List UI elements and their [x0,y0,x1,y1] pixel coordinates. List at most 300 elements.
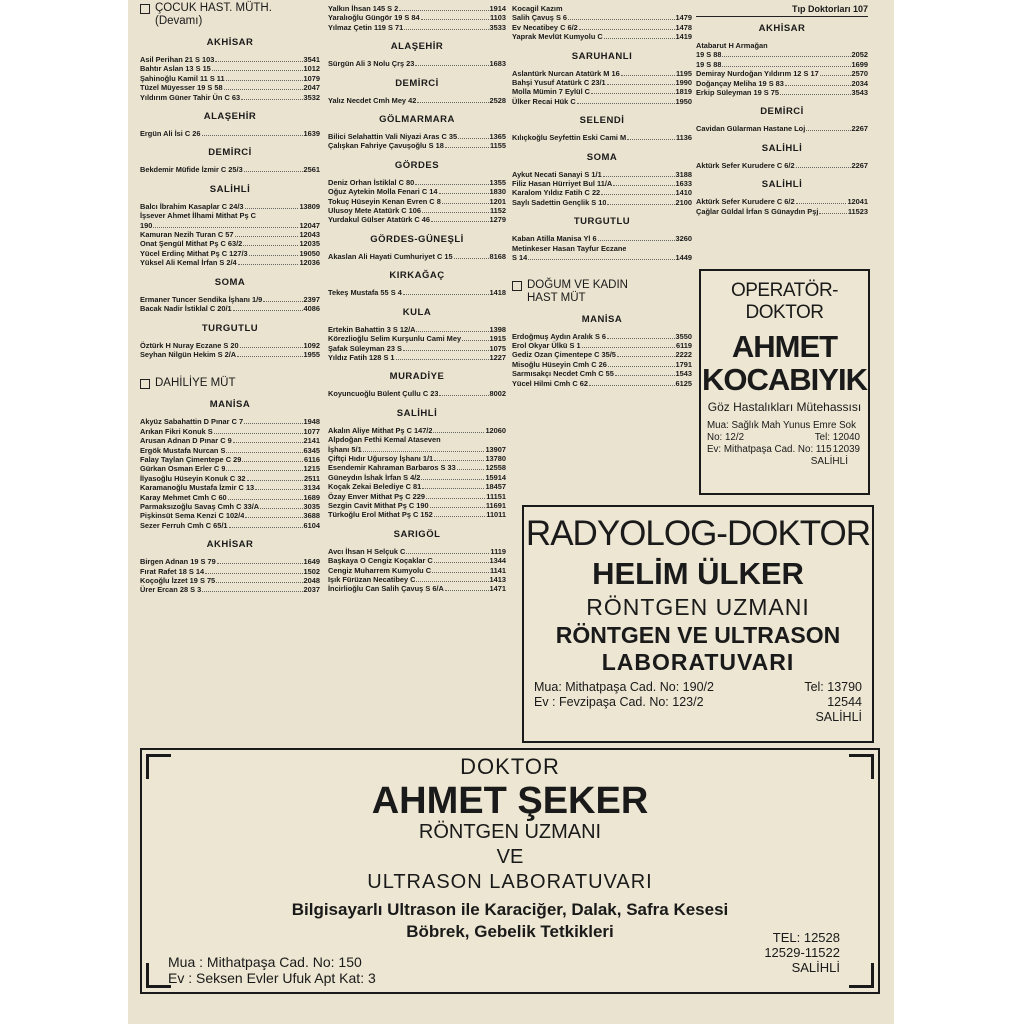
directory-entry [328,445,506,454]
section-title: ÇOCUK HAST. MÜTH. [155,2,272,14]
entry-list [512,69,692,107]
dot-leader [591,93,675,94]
directory-entry [512,170,692,179]
section-title-2: HAST MÜT [527,291,586,304]
entry-name: Ertekin Bahattin 3 S 12/A [328,324,416,334]
entry-list [512,133,692,142]
directory-entry [512,379,692,388]
entry-phone: 1830 [489,187,506,197]
directory-entry [140,74,320,83]
directory-entry [140,64,320,73]
entry-phone: 2034 [851,78,868,88]
dot-leader [416,581,488,582]
section-header-dahiliye [140,377,320,390]
city-heading: MURADİYE [389,371,445,383]
city-heading: KULA [402,306,432,318]
dot-leader [528,259,674,260]
dot-leader [613,185,674,186]
entry-phone: 13907 [485,444,506,454]
directory-entry [328,252,506,261]
dot-leader [608,366,675,367]
entry-name: Misoğlu Hüseyin Cmh C 26 [512,359,607,369]
city-heading: SOMA [586,151,618,163]
entry-phone: 3533 [489,22,506,32]
dot-leader [603,176,675,177]
entry-name: Kaban Atilla Manisa Yl 6 [512,234,597,244]
ad-address [168,954,376,986]
entry-phone: 1649 [303,557,320,567]
ad-specialty: RÖNTGEN UZMANI [586,594,810,620]
entry-name: Yalkın İhsan 145 S 2 [328,4,399,13]
city-heading: DEMİRCİ [760,106,804,118]
directory-entry [140,239,320,248]
ad-mua: Mua : Mithatpaşa Cad. No: 150 [168,954,362,970]
dot-leader [403,294,489,295]
entry-name: Akyüz Sabahattin D Pınar C 7 [140,417,244,427]
dot-leader [153,227,298,228]
directory-entry [512,341,692,350]
city-heading: SALİHLİ [396,407,438,419]
entry-phone: 2100 [675,197,692,207]
entry-name: İncirlioğlu Can Salih Çavuş S 6/A [328,584,444,594]
directory-entry [512,133,692,142]
dot-leader [457,469,485,470]
entry-name: Seyhan Nilgün Hekim S 2/A [140,349,237,359]
entry-name: Demiray Nurdoğan Yıldırım 12 S 17 [696,69,819,79]
directory-entry [328,23,506,32]
directory-entry [328,463,506,472]
entry-list [328,547,506,594]
dot-leader [215,61,302,62]
entry-name: Işık Fürüzan Necatibey C [328,575,416,584]
entry-phone: 1914 [489,4,506,13]
dot-leader [202,135,303,136]
dot-leader [607,338,675,339]
entry-phone: 1683 [489,59,506,69]
entry-phone: 8002 [489,389,506,399]
entry-name: Avcı İhsan H Selçuk C [328,546,406,556]
entry-phone: 12041 [847,197,868,207]
entry-name: Ermaner Tuncer Sendika İşhanı 1/9 [140,294,263,304]
city-heading: AKHİSAR [758,23,806,34]
entry-name: Sürgün Ali 3 Nolu Çrş 23 [328,59,415,69]
directory-entry [140,258,320,267]
directory-entry [328,389,506,398]
entry-phone: 1398 [489,324,506,334]
entry-name: Karalom Yıldız Fatih C 22 [512,188,601,198]
corner-ornament [849,963,874,988]
entry-phone: 12036 [299,258,320,268]
entry-name: İşsever Ahmet İlhami Mithat Pş C [140,211,256,221]
city-heading: MANİSA [209,399,251,411]
directory-entry [512,369,692,378]
entry-list [696,124,868,133]
entry-phone: 3188 [675,169,692,179]
directory-entry [328,547,506,556]
entry-list [328,4,506,32]
entry-name: Alpdoğan Fethi Kemal Ataseven [328,435,441,445]
ad-name-2: KOCABIYIK [702,362,867,397]
entry-name: Yıldız Fatih 128 S 1 [328,352,395,362]
entry-name: Bahşi Yusuf Atatürk C 23/1 [512,78,606,88]
dot-leader [579,29,675,30]
entry-phone: 2561 [303,165,320,175]
ad-mua: Mua: Mithatpaşa Cad. No: 190/2 [534,680,714,694]
directory-entry [512,78,692,87]
entry-phone: 12043 [299,230,320,240]
dot-leader [238,264,299,265]
ad-tel-block [764,930,840,975]
directory-entry [328,13,506,22]
entry-phone: 12558 [485,463,506,473]
directory-entry [328,59,506,68]
entry-phone: 18457 [485,482,506,492]
dot-leader [245,517,302,518]
ad-address-line-2: No: 12/2 [707,432,745,443]
entry-name: Erkip Süleyman 19 S 75 [696,88,779,98]
entry-phone: 13809 [299,201,320,211]
entry-name: Aykut Necati Sanayi S 1/1 [512,169,602,179]
directory-entry [512,360,692,369]
dot-leader [462,340,488,341]
entry-name: Bacak Nadir İstiklal C 20/1 [140,304,232,314]
directory-entry [140,230,320,239]
entry-phone: 2570 [851,69,868,79]
entry-phone: 1201 [489,196,506,206]
directory-entry [140,165,320,174]
entry-phone: 1990 [675,78,692,88]
entry-name: 190 [140,220,153,230]
entry-name: Bahtır Aslan 13 S 15 [140,64,211,74]
ad-title: OPERATÖR-DOKTOR [730,280,839,323]
entry-list [140,202,320,268]
directory-entry [328,482,506,491]
entry-name: Ergün Ali İsi C 26 [140,129,201,139]
ad-tel-2: 12039 [832,444,860,455]
directory-entry [140,129,320,138]
ad-address-line-3-row [707,444,868,456]
entry-name: Karay Mehmet Cmh C 60 [140,492,227,502]
entry-phone: 1948 [303,417,320,427]
entry-phone: 11523 [847,206,868,216]
dot-leader [722,66,850,67]
dot-leader [454,258,489,259]
entry-name: Öztürk H Nuray Eczane S 20 [140,340,239,350]
ad-ev: Ev : Seksen Evler Ufuk Apt Kat: 3 [168,970,376,986]
directory-entry [328,426,506,435]
entry-phone: 11691 [485,500,506,510]
entry-phone: 1449 [675,253,692,263]
dot-leader [404,29,488,30]
directory-entry [512,253,692,262]
city-heading: DEMİRCİ [208,147,252,159]
directory-entry [328,435,506,444]
entry-name: Parmaksızoğlu Savaş Cmh C 33/A [140,501,260,511]
entry-name: İşhanı 5/1 [328,444,362,454]
entry-phone: 2222 [675,350,692,360]
directory-entry [328,334,506,343]
dot-leader [621,75,675,76]
ad-address [701,420,868,456]
ad-specialty: Göz Hastalıkları Mütehassısı [707,400,862,414]
ad-tel: Tel: 12040 [814,432,860,443]
entry-name: Sarmısakçı Necdet Cmh C 55 [512,369,614,379]
entry-phone: 1699 [851,59,868,69]
entry-phone: 2037 [303,585,320,595]
entry-phone: 1410 [675,188,692,198]
directory-entry [140,417,320,426]
entry-phone: 1419 [675,32,692,42]
directory-entry [512,97,692,106]
dot-leader [785,85,851,86]
dot-leader [244,423,302,424]
ad-address-line-2-row [707,432,868,444]
entry-name: Şafak Süleyman 23 S [328,343,402,353]
entry-phone: 2267 [851,160,868,170]
entry-name: Erol Okyar Ülkü S 1 [512,340,581,350]
section-header-cocuk [140,2,320,28]
ad-city: SALİHLİ [791,960,840,975]
entry-name: Başkaya O Cengiz Koçaklar C [328,556,433,566]
dot-leader [416,331,488,332]
entry-name: Yücel Hilmi Cmh C 62 [512,378,588,388]
checkbox-icon [512,281,522,291]
entry-phone: 8168 [489,251,506,261]
directory-entry [696,60,868,69]
entry-list [328,178,506,225]
directory-entry [512,234,692,243]
entry-phone: 15914 [485,472,506,482]
directory-entry [140,521,320,530]
entry-name: Onat Şengül Mithat Pş C 63/2 [140,239,243,249]
city-heading: SARIGÖL [393,528,441,540]
entry-phone: 1012 [303,64,320,74]
entry-name: Oğuz Aytekin Molla Fenari C 14 [328,187,438,197]
dot-leader [796,167,851,168]
directory-page [128,0,894,1024]
entry-name: Tüzel Müyesser 19 S 58 [140,83,223,93]
dot-leader [780,94,851,95]
entry-phone: 1543 [675,369,692,379]
dot-leader [260,508,302,509]
entry-name: S 14 [512,253,528,263]
city-heading: TURGUTLU [201,322,259,334]
entry-name: Sezgin Cavit Mithat Pş C 190 [328,500,429,510]
section-title: DOĞUM VE KADIN [527,278,628,291]
entry-name: Deniz Orhan İstiklal C 80 [328,177,415,187]
directory-entry [696,50,868,59]
entry-name: Koçoğlu İzzet 19 S 75 [140,576,216,585]
dot-leader [224,89,303,90]
directory-entry [328,584,506,593]
entry-phone: 6116 [303,454,320,464]
dot-leader [415,65,488,66]
entry-list [140,341,320,360]
entry-name: Ergök Mustafa Nurcan S [140,445,226,455]
directory-entry [696,41,868,50]
dot-leader [604,38,675,39]
ad-lab-1: RÖNTGEN VE ULTRASON [555,622,841,648]
ad-name: AHMET ŞEKER [371,780,649,822]
section-title: DAHİLİYE MÜT [155,377,236,390]
entry-name: Doğançay Meliha 19 S 83 [696,78,784,88]
entry-phone: 11151 [486,491,506,501]
directory-entry [140,202,320,211]
entry-name: Molla Mümin 7 Eylül C [512,87,591,97]
entry-phone: 1471 [489,584,506,594]
entry-name: Ulusoy Mete Atatürk C 106 [328,206,421,216]
dot-leader [806,130,850,131]
directory-entry [696,207,868,216]
entry-name: Bilici Selahattin Vali Niyazi Aras C 35 [328,132,458,142]
entry-phone: 6125 [675,378,692,388]
dot-leader [263,301,302,302]
directory-entry [140,427,320,436]
dot-leader [226,470,302,471]
directory-entry [140,304,320,313]
city-heading: SALİHLİ [761,179,803,191]
entry-name: Birgen Adnan 19 S 79 [140,557,216,567]
entry-name: Bekdemir Müfide İzmir C 25/3 [140,165,243,175]
entry-name: 19 S 88 [696,50,722,60]
directory-entry [140,511,320,520]
directory-entry [512,4,692,13]
directory-entry [328,187,506,196]
dot-leader [577,103,675,104]
ad-services-1: Bilgisayarlı Ultrason ile Karaciğer, Dalak, Safra Kesesi [291,900,729,919]
dot-leader [229,527,303,528]
entry-phone: 2048 [303,576,320,585]
entry-list [696,197,868,216]
directory-entry [140,55,320,64]
ad-mua-row [534,680,862,695]
dot-leader [819,213,846,214]
directory-entry [512,69,692,78]
dot-leader [434,562,489,563]
directory-entry [696,161,868,170]
directory-entry [328,4,506,13]
entry-list [140,55,320,102]
entry-name: Aktürk Sefer Kurudere C 6/2 [696,160,795,170]
entry-name: Gürkan Osman Erler C 9 [140,464,226,474]
directory-entry [512,332,692,341]
entry-name: Esendemir Kahraman Barbaros S 33 [328,463,456,473]
ad-mua-tel: Tel: 13790 [804,680,862,694]
dot-leader [439,395,488,396]
directory-entry [140,567,320,576]
directory-entry [140,474,320,483]
dot-leader [403,350,489,351]
entry-list [328,389,506,398]
entry-phone: 12060 [485,425,506,435]
dot-leader [242,461,303,462]
entry-name: Ülker Recai Hük C [512,96,576,106]
ad-address-line-1: Mua: Sağlık Mah Yunus Emre Sok [707,420,857,431]
entry-phone: 1819 [675,87,692,97]
directory-entry [512,87,692,96]
dot-leader [433,432,484,433]
directory-entry [140,295,320,304]
ad-ev-tel: 12544 [827,695,862,709]
dot-leader [627,139,675,140]
entry-phone: 1077 [303,426,320,436]
dot-leader [406,553,489,554]
section-header-dogum [512,279,692,305]
directory-entry [328,510,506,519]
entry-phone: 19050 [299,248,320,258]
directory-entry [512,23,692,32]
entry-name: Yılmaz Çetin 119 S 71 [328,22,404,32]
entry-name: Körezlioğlu Selim Kurşunlu Cami Mey [328,334,462,344]
directory-entry [140,436,320,445]
entry-phone: 4086 [303,304,320,314]
entry-phone: 2397 [303,294,320,304]
entry-phone: 2511 [303,473,320,483]
dot-leader [396,359,489,360]
entry-list [328,132,506,151]
dot-leader [820,75,851,76]
entry-name: Gediz Ozan Çimentepe C 35/5 [512,350,616,360]
column-4 [696,0,868,216]
ad-title: RADYOLOG-DOKTOR [525,514,871,553]
ad-ev-row [534,695,862,710]
ad-services-2: Böbrek, Gebelik Tetkikleri [406,922,614,941]
entry-name: Çalışkan Fahriye Çavuşoğlu S 18 [328,141,444,151]
entry-phone: 1279 [489,215,506,225]
dot-leader [601,194,674,195]
entry-list [140,129,320,138]
entry-phone: 6345 [303,445,320,455]
entry-list [512,4,692,42]
entry-phone: 1075 [489,343,506,353]
entry-name: Falay Taylan Çimentepe C 29 [140,454,242,464]
directory-entry [140,483,320,492]
directory-entry [140,585,320,594]
city-heading: GÖRDES [394,159,440,171]
corner-ornament [849,754,874,779]
entry-name: Atabarut H Armağan [696,41,768,50]
dot-leader [421,19,489,20]
entry-name: Fırat Rafet 18 S 14 [140,566,205,576]
directory-entry [328,473,506,482]
entry-phone: 1079 [303,73,320,83]
directory-entry [140,221,320,230]
dot-leader [243,245,298,246]
entry-phone: 2528 [489,95,506,105]
directory-entry [328,197,506,206]
directory-entry [512,13,692,22]
city-heading: SOMA [214,276,246,288]
ad-city: SALİHLİ [810,456,848,467]
dot-leader [212,70,303,71]
entry-name: Koyuncuoğlu Bülent Çullu C 23 [328,389,439,399]
dot-leader [426,498,485,499]
ad-ve: VE [496,846,524,868]
dot-leader [431,221,489,222]
dot-leader [255,489,302,490]
ad-name: HELİM ÜLKER [592,556,804,591]
entry-list [696,161,868,170]
entry-phone: 2141 [303,436,320,446]
dot-leader [434,460,484,461]
directory-entry [328,454,506,463]
entry-phone: 3541 [303,55,320,64]
entry-list [328,288,506,297]
dot-leader [245,208,299,209]
entry-phone: 1479 [675,13,692,23]
entry-name: Tokuç Hüseyin Kenan Evren C 8 [328,196,441,206]
entry-name: Salih Çavuş S 6 [512,13,568,23]
